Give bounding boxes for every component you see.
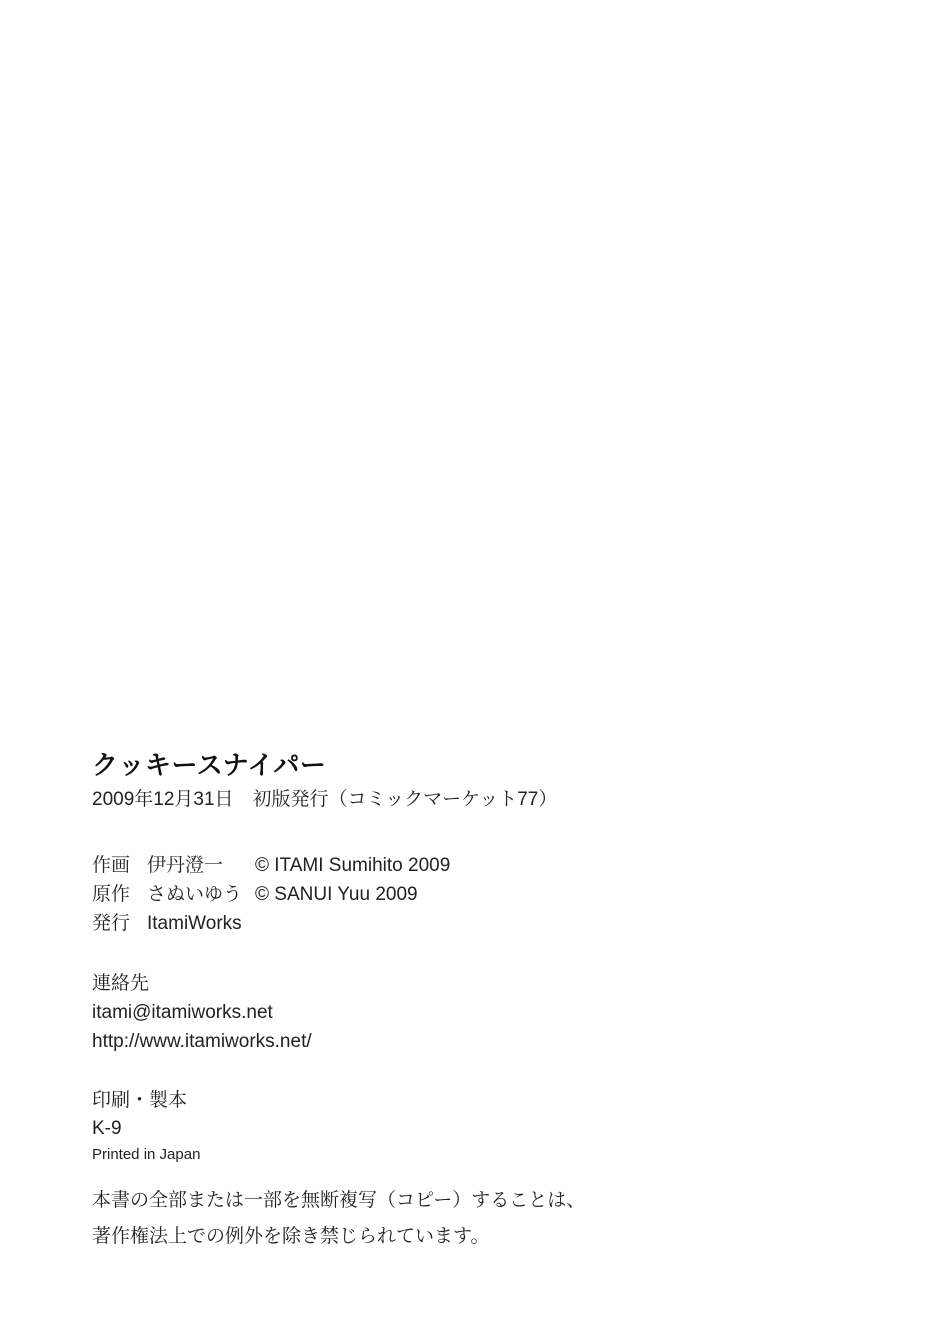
contact-email: itami@itamiworks.net [92,1002,273,1023]
credit-copyright [255,909,450,938]
contact-heading: 連絡先 [92,973,150,994]
copyright-notice [92,1183,585,1255]
credit-label: 発行 [92,913,131,934]
printing-heading: 印刷・製本 [92,1090,188,1111]
credit-name: ItamiWorks [147,913,242,934]
credits-block [92,851,450,938]
copyright-notice-line-2: 著作権法上での例外を除き禁じられています。 [92,1226,490,1247]
contact-block [92,969,312,1056]
credit-label: 原作 [92,884,131,905]
printer-name: K-9 [92,1118,122,1139]
edition-line: 2009年12月31日 初版発行（コミックマーケット77） [92,789,558,810]
printed-in-japan: Printed in Japan [92,1146,201,1163]
copyright-notice-line-1: 本書の全部または一部を無断複写（コピー）することは、 [92,1190,586,1211]
credit-name: さぬいゆう [147,884,243,905]
contact-website: http://www.itamiworks.net/ [92,1031,312,1052]
printing-block [92,1087,200,1166]
credit-copyright: © ITAMI Sumihito 2009 [255,855,451,876]
credit-name: 伊丹澄一 [147,855,224,876]
credit-label: 作画 [92,855,131,876]
credit-copyright: © SANUI Yuu 2009 [255,884,418,905]
book-title: クッキースナイパー [92,750,327,780]
